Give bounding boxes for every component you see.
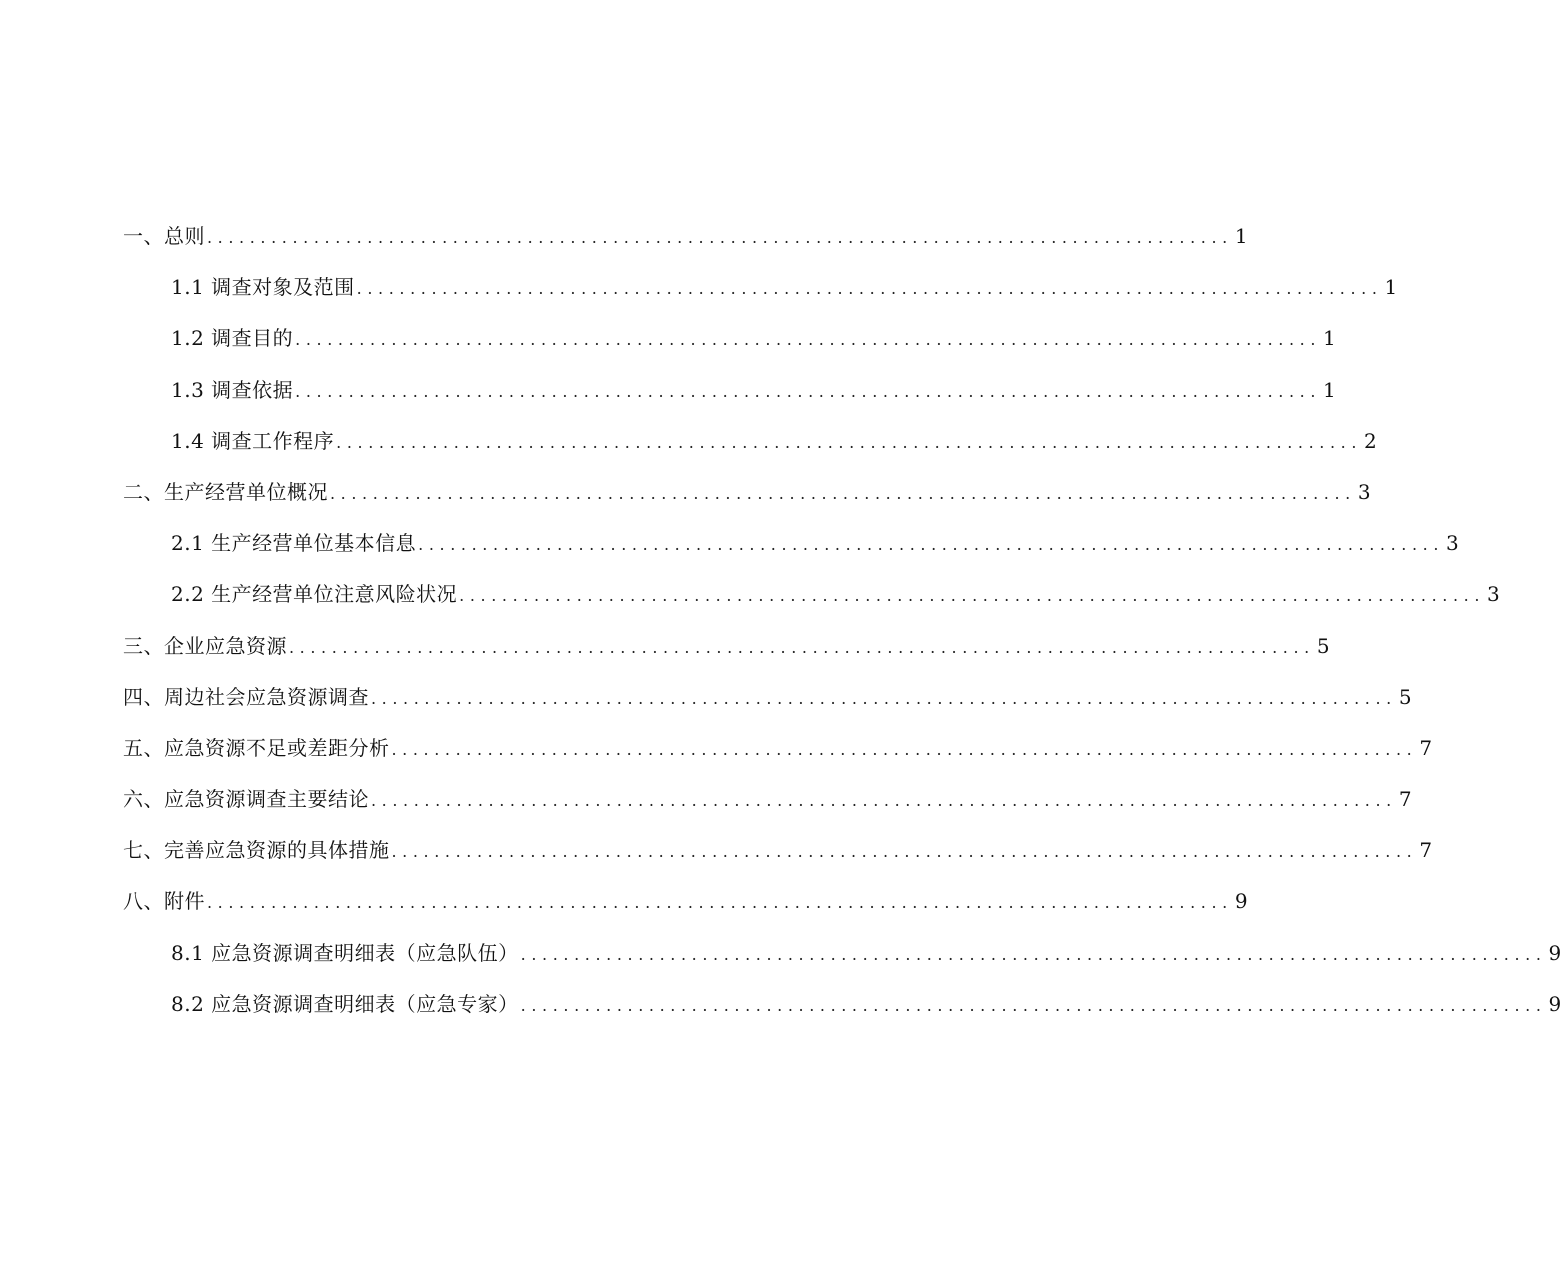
toc-entry-title: 8.2 应急资源调查明细表（应急专家） — [171, 991, 519, 1016]
toc-entry-8-1[interactable] — [123, 928, 1561, 979]
toc-entry-7[interactable] — [123, 825, 1433, 876]
toc-leader-dots: ................................................................................................ — [295, 381, 1322, 401]
toc-entry-6[interactable] — [123, 774, 1412, 825]
toc-entry-2[interactable] — [123, 467, 1371, 518]
toc-entry-title: 五、应急资源不足或差距分析 — [123, 735, 390, 760]
toc-page-number: 1 — [1323, 377, 1336, 402]
toc-page-number: 5 — [1316, 633, 1330, 658]
toc-entry-title: 1.1 调查对象及范围 — [171, 275, 355, 300]
toc-leader-dots: ................................................................................................ — [371, 791, 1397, 811]
toc-entry-3[interactable] — [123, 621, 1330, 672]
toc-page-number: 3 — [1446, 531, 1459, 556]
toc-page-number: 3 — [1357, 479, 1371, 504]
toc-page-number: 7 — [1419, 735, 1433, 760]
table-of-contents — [123, 211, 1561, 1030]
toc-page-number: 9 — [1234, 889, 1248, 914]
toc-entry-title: 1.3 调查依据 — [171, 377, 294, 402]
toc-page-number: 2 — [1364, 428, 1377, 453]
toc-page-number: 5 — [1398, 684, 1412, 709]
toc-entry-title: 六、应急资源调查主要结论 — [123, 787, 369, 812]
toc-entry-2-2[interactable] — [123, 569, 1500, 620]
toc-entry-1-2[interactable] — [123, 313, 1336, 364]
toc-entry-2-1[interactable] — [123, 518, 1459, 569]
toc-entry-8[interactable] — [123, 876, 1248, 927]
toc-leader-dots: ................................................................................................ — [391, 739, 1418, 759]
toc-leader-dots: ................................................................................................ — [330, 483, 1356, 503]
toc-page-number: 9 — [1548, 940, 1561, 965]
toc-leader-dots: ................................................................................................ — [336, 432, 1363, 452]
toc-page-number: 7 — [1398, 787, 1412, 812]
toc-entry-title: 一、总则 — [123, 224, 205, 248]
toc-entry-1[interactable] — [123, 211, 1248, 262]
toc-page-number: 1 — [1323, 326, 1336, 351]
toc-leader-dots: ................................................................................................ — [520, 995, 1547, 1015]
toc-entry-title: 八、附件 — [123, 889, 205, 914]
toc-entry-5[interactable] — [123, 723, 1433, 774]
toc-entry-4[interactable] — [123, 672, 1412, 723]
toc-leader-dots: ................................................................................................ — [207, 893, 1233, 913]
toc-leader-dots: ................................................................................................ — [356, 279, 1383, 299]
toc-page-number: 3 — [1487, 582, 1500, 607]
toc-entry-title: 七、完善应急资源的具体措施 — [123, 838, 390, 863]
toc-leader-dots: ................................................................................................ — [289, 637, 1315, 657]
toc-leader-dots: ................................................................................................ — [391, 842, 1418, 862]
toc-entry-title: 2.1 生产经营单位基本信息 — [171, 531, 417, 556]
toc-entry-title: 1.2 调查目的 — [171, 326, 294, 351]
toc-entry-title: 8.1 应急资源调查明细表（应急队伍） — [171, 940, 519, 965]
toc-entry-title: 三、企业应急资源 — [123, 633, 287, 658]
toc-entry-title: 二、生产经营单位概况 — [123, 479, 328, 504]
toc-entry-title: 四、周边社会应急资源调查 — [123, 684, 369, 709]
toc-leader-dots: ................................................................................................ — [295, 330, 1322, 350]
toc-entry-1-3[interactable] — [123, 365, 1336, 416]
toc-page-number: 1 — [1384, 275, 1398, 300]
toc-leader-dots: ................................................................................................ — [418, 535, 1445, 555]
toc-entry-title: 2.2 生产经营单位注意风险状况 — [171, 582, 458, 607]
toc-entry-1-1[interactable] — [123, 262, 1398, 313]
toc-page-number: 1 — [1234, 224, 1248, 248]
toc-leader-dots: ................................................................................................ — [207, 228, 1233, 247]
toc-leader-dots: ................................................................................................ — [459, 586, 1486, 606]
toc-entry-8-2[interactable] — [123, 979, 1561, 1030]
toc-page-number: 7 — [1419, 838, 1433, 863]
toc-leader-dots: ................................................................................................ — [520, 944, 1547, 964]
toc-entry-title: 1.4 调查工作程序 — [171, 428, 335, 453]
toc-entry-1-4[interactable] — [123, 416, 1377, 467]
toc-leader-dots: ................................................................................................ — [371, 688, 1397, 708]
toc-page-number: 9 — [1548, 991, 1561, 1016]
